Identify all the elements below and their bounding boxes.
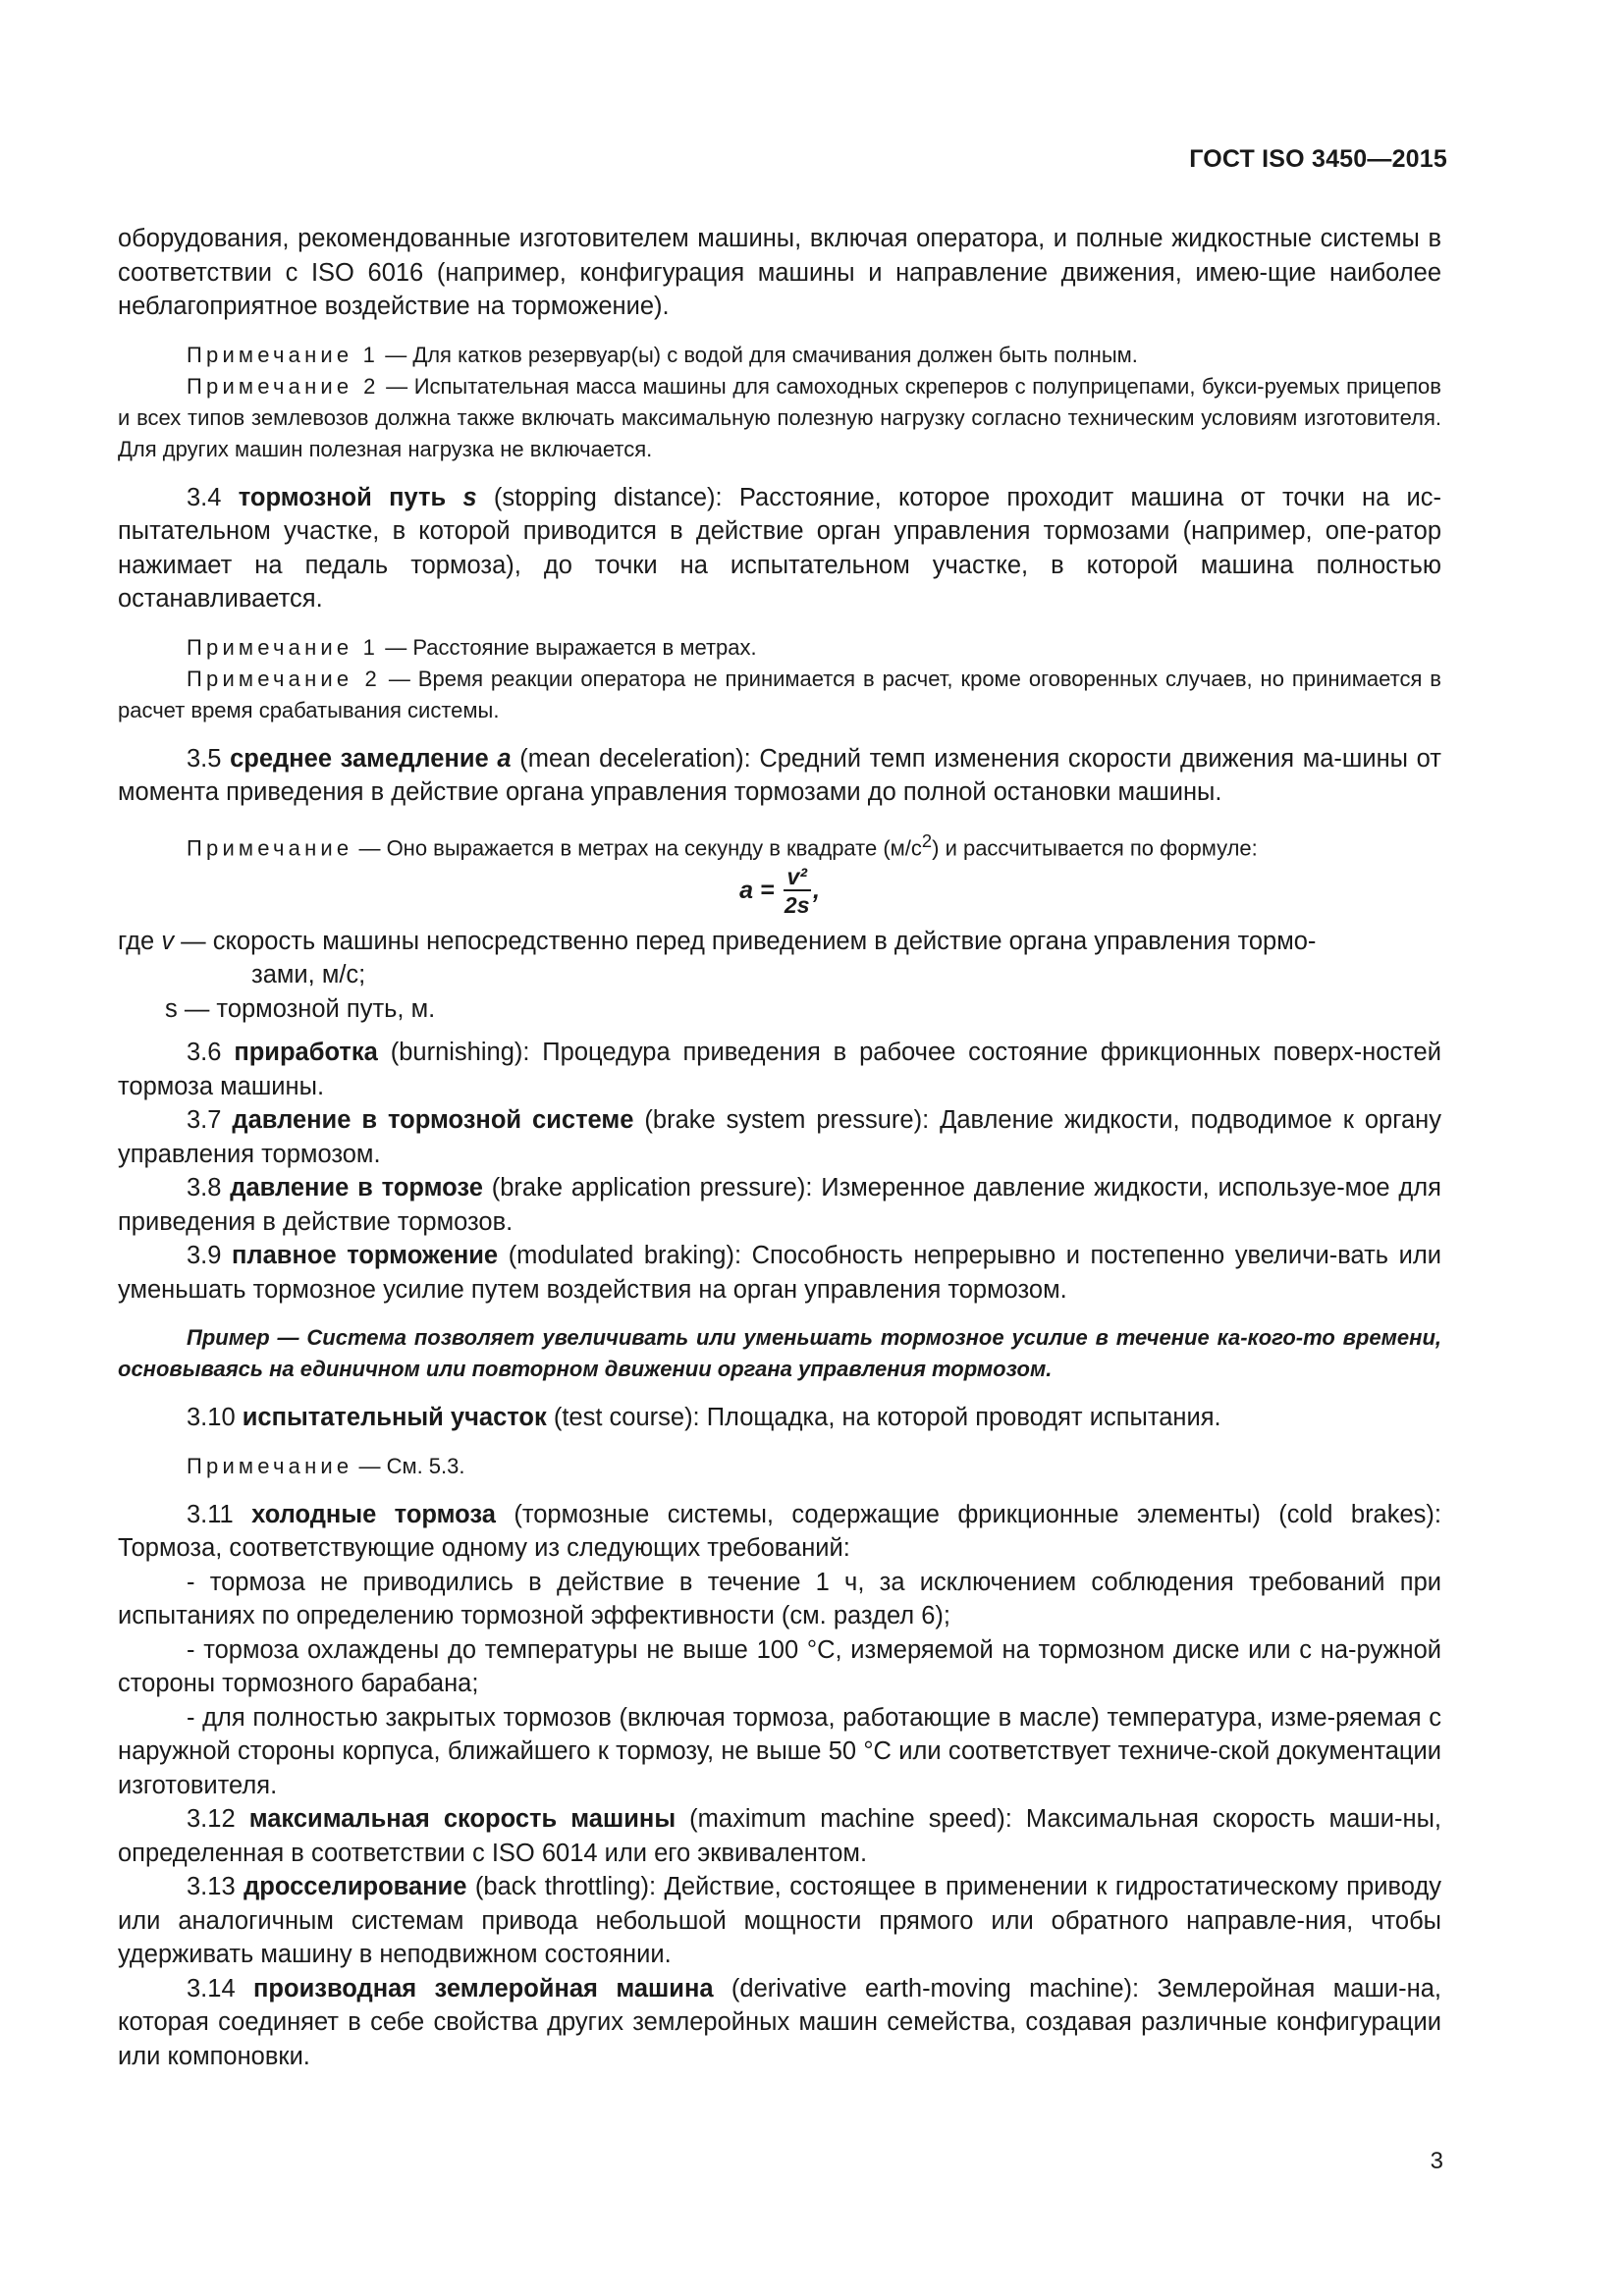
definition-text: (modulated braking): Способность непрерывно и постепенно увеличи-вать или уменьшать тормозное усилие путем воздействия на орган управления тормозом. bbox=[118, 1242, 1441, 1304]
definition-text: (тормозные системы, содержащие фрикционные элементы) (cold brakes): Тормоза, соответствующие одному из следующих требований: bbox=[118, 1500, 1441, 1563]
definition-number: 3.14 bbox=[187, 1974, 254, 2002]
definition-number: 3.11 bbox=[187, 1500, 252, 1528]
definition-number: 3.7 bbox=[187, 1106, 233, 1135]
requirement-item: - тормоза не приводились в действие в течение 1 ч, за исключением соблюдения требований при испытаниях по определению тормозной эффективности (см. раздел 6); bbox=[118, 1568, 1441, 1630]
definition-term: тормозной путь bbox=[238, 483, 463, 511]
requirement-item: - тормоза охлаждены до температуры не выше 100 °С, измеряемой на тормозном диске или с на-ружной стороны тормозного барабана; bbox=[118, 1635, 1441, 1698]
intro-paragraph: оборудования, рекомендованные изготовителем машины, включая оператора, и полные жидкостные системы в соответствии с ISO 6016 (например, конфигурация машины и направление движения, имею-щие наиболее неблагоприятное воздействие на торможение). bbox=[118, 225, 1441, 320]
definition-term: давление в тормозе bbox=[230, 1174, 483, 1202]
note-text: — Испытательная масса машины для самоходных скреперов с полуприцепами, букси-руемых прицепов и всех типов землевозов должна также включать максимальную полезную нагрузку согласно техническим условиям изготовителя. Для других машин полезная нагрузка не включается. bbox=[118, 373, 1441, 461]
definition-text: (brake application pressure): Измеренное давление жидкости, используе-мое для приведения в действие тормозов. bbox=[118, 1174, 1441, 1236]
definition-term: холодные тормоза bbox=[251, 1500, 496, 1528]
example: Пример — Система позволяет увеличивать или уменьшать тормозное усилие в течение ка-кого-то времени, основываясь на единичном или повторном движении органа управления тормозом. bbox=[118, 1325, 1441, 1382]
definition-3-11 bbox=[118, 1498, 1441, 1566]
note-text: — Для катков резервуар(ы) с водой для смачивания должен быть полным. bbox=[379, 342, 1138, 367]
definition-number: 3.12 bbox=[187, 1805, 249, 1834]
note-1 bbox=[118, 632, 1441, 664]
definition-3-6 bbox=[118, 1036, 1441, 1103]
definition-text: (derivative earth-moving machine): Землеройная маши-на, которая соединяет в себе свойства других землеройных машин семейства, создавая различные конфигурации или компоновки. bbox=[118, 1974, 1441, 2070]
definition-text: (brake system pressure): Давление жидкости, подводимое к органу управления тормозом. bbox=[118, 1106, 1441, 1168]
definition-term: среднее замедление bbox=[230, 744, 498, 773]
legend-v-continued: зами, м/с; bbox=[251, 961, 366, 989]
definition-text: (back throttling): Действие, состоящее в применении к гидростатическому приводу или аналогичным системам привода небольшой мощности прямого или обратного направле-ния, чтобы удерживать машину в неподвижном состоянии. bbox=[118, 1873, 1441, 1969]
definition-3-4 bbox=[118, 481, 1441, 616]
definition-3-14 bbox=[118, 1972, 1441, 2074]
legend-v bbox=[118, 925, 1441, 959]
definition-3-5 bbox=[118, 742, 1441, 810]
definition-number: 3.6 bbox=[187, 1039, 235, 1067]
definition-3-7 bbox=[118, 1103, 1441, 1171]
definition-text: (maximum machine speed): Максимальная скорость маши-ны, определенная в соответствии с ISO 6014 или его эквивалентом. bbox=[118, 1805, 1441, 1867]
legend-text: тормозной путь, м. bbox=[216, 994, 436, 1023]
note-label: Примечание 1 bbox=[187, 342, 380, 367]
definition-3-8 bbox=[118, 1171, 1441, 1239]
definition-term: давление в тормозной системе bbox=[232, 1106, 634, 1135]
definition-term: плавное торможение bbox=[232, 1242, 499, 1270]
definition-3-9 bbox=[118, 1239, 1441, 1307]
note-2 bbox=[118, 371, 1441, 465]
definition-number: 3.13 bbox=[187, 1873, 244, 1901]
note-2 bbox=[118, 664, 1441, 726]
document-header: ГОСТ ISO 3450—2015 bbox=[1189, 145, 1447, 173]
definition-3-10 bbox=[118, 1401, 1441, 1435]
definition-3-12 bbox=[118, 1802, 1441, 1870]
formula-tail: , bbox=[812, 877, 820, 905]
note-label: Примечание bbox=[187, 834, 353, 860]
note-text: — Оно выражается в метрах на секунду в квадрате (м/с bbox=[352, 834, 922, 860]
definition-symbol: s bbox=[462, 483, 477, 511]
definition-symbol: a bbox=[497, 744, 512, 773]
definition-text: (test course): Площадка, на которой проводят испытания. bbox=[546, 1404, 1221, 1432]
formula-fraction bbox=[784, 864, 811, 919]
definition-text: (mean deceleration): Средний темп изменения скорости движения ма-шины от момента приведения в действие органа управления тормозами до полной остановки машины. bbox=[118, 744, 1441, 806]
legend-dash: — bbox=[174, 927, 213, 955]
definition-term: производная землеройная машина bbox=[253, 1974, 714, 2002]
note-label: Примечание bbox=[187, 1453, 353, 1478]
definition-number: 3.4 bbox=[187, 483, 239, 511]
legend-symbol: v bbox=[161, 927, 175, 955]
definition-term: максимальная скорость машины bbox=[248, 1805, 677, 1834]
requirement-item: - для полностью закрытых тормозов (включая тормоза, работающие в масле) температура, изме-ряемая с наружной стороны корпуса, ближайшего к тормозу, не выше 50 °С или соответствует техниче-ской документации изготовителя. bbox=[118, 1703, 1441, 1799]
legend-prefix: где bbox=[118, 927, 162, 955]
definition-number: 3.10 bbox=[187, 1404, 243, 1432]
note bbox=[118, 826, 1441, 864]
definition-term: дросселирование bbox=[244, 1873, 467, 1901]
note-text: — Время реакции оператора не принимается в расчет, кроме оговоренных случаев, но принимается в расчет время срабатывания системы. bbox=[118, 666, 1441, 722]
note-label: Примечание 2 bbox=[187, 373, 380, 399]
definition-number: 3.8 bbox=[187, 1174, 231, 1202]
definition-3-13 bbox=[118, 1870, 1441, 1972]
legend-s bbox=[118, 992, 1441, 1027]
legend-symbol: s — bbox=[165, 994, 217, 1023]
definition-text: (burnishing): Процедура приведения в рабочее состояние фрикционных поверх-ностей тормоза машины. bbox=[118, 1039, 1441, 1100]
note-text: — Расстояние выражается в метрах. bbox=[379, 634, 757, 660]
page-body bbox=[118, 222, 1441, 2073]
note-1 bbox=[118, 340, 1441, 371]
note-superscript: 2 bbox=[921, 829, 933, 851]
formula bbox=[118, 864, 1441, 925]
note-label: Примечание 2 bbox=[187, 666, 381, 691]
definition-number: 3.5 bbox=[187, 744, 231, 773]
definition-text: (stopping distance): Расстояние, которое проходит машина от точки на ис-пытательном участке, в которой приводится в действие орган управления тормозами (например, опе-ратор нажимает на педаль тормоза), до точки на испытательном участке, в которой машина полностью останавливается. bbox=[118, 483, 1442, 613]
legend-text: скорость машины непосредственно перед приведением в действие органа управления тормо- bbox=[212, 927, 1317, 955]
note-text: — См. 5.3. bbox=[352, 1453, 465, 1478]
definition-term: испытательный участок bbox=[242, 1404, 547, 1432]
formula-numerator: v² bbox=[784, 864, 811, 891]
note-label: Примечание 1 bbox=[187, 634, 380, 660]
page-number: 3 bbox=[1430, 2148, 1443, 2174]
note bbox=[118, 1451, 1441, 1482]
formula-denominator: 2s bbox=[784, 891, 810, 918]
definition-number: 3.9 bbox=[187, 1242, 233, 1270]
definition-term: приработка bbox=[234, 1039, 378, 1067]
formula-lhs: a = bbox=[739, 877, 775, 905]
note-text-end: ) и рассчитывается по формуле: bbox=[932, 834, 1258, 860]
